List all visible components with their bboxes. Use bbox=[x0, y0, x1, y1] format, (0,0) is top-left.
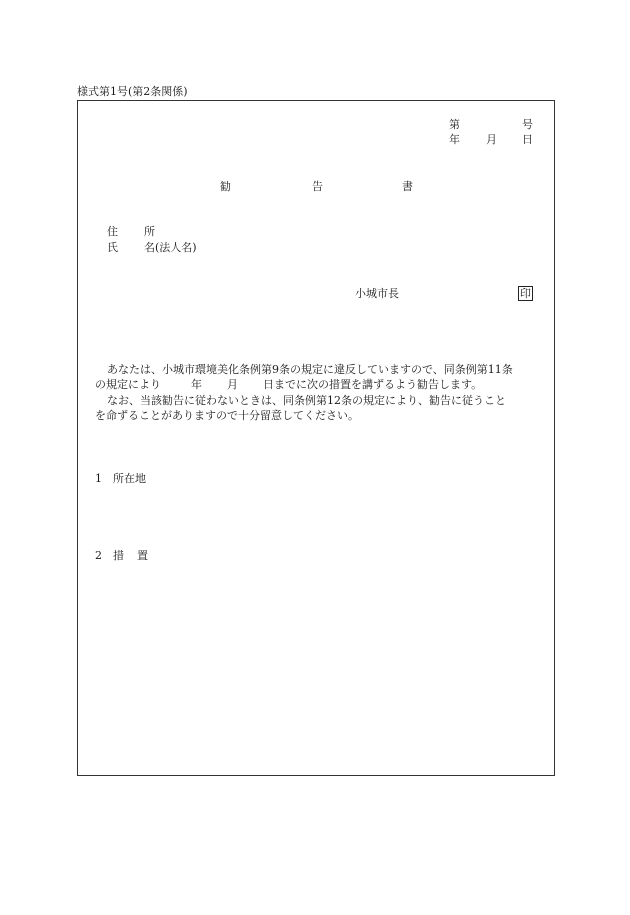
form-label: 様式第1号(第2条関係) bbox=[77, 85, 188, 98]
address-label-1: 住 bbox=[107, 225, 118, 238]
body-line-1: あなたは、小城市環境美化条例第9条の規定に違反していますので、同条例第11条 bbox=[107, 363, 513, 376]
item-1-label: 所在地 bbox=[113, 472, 146, 485]
item-2-number: 2 bbox=[95, 549, 102, 562]
number-prefix: 第 bbox=[449, 118, 460, 131]
name-label-2: 名(法人名) bbox=[144, 241, 197, 254]
item-1-number: 1 bbox=[95, 472, 102, 485]
title-char-1: 勧 bbox=[220, 180, 231, 193]
form-frame bbox=[77, 100, 555, 776]
sender-title: 小城市長 bbox=[355, 287, 399, 300]
body-line-2-year: 年 bbox=[191, 378, 202, 391]
date-day-label: 日 bbox=[522, 133, 533, 146]
body-line-2-month: 月 bbox=[227, 378, 238, 391]
body-line-2b: 日までに次の措置を講ずるよう勧告します。 bbox=[263, 378, 483, 391]
seal-text: 印 bbox=[520, 287, 531, 300]
date-year-label: 年 bbox=[449, 133, 460, 146]
title-char-2: 告 bbox=[312, 180, 323, 193]
number-suffix: 号 bbox=[522, 118, 533, 131]
title-char-3: 書 bbox=[402, 180, 413, 193]
body-line-2a: の規定により bbox=[95, 378, 161, 391]
name-label-1: 氏 bbox=[107, 241, 118, 254]
body-line-3: なお、当該勧告に従わないときは、同条例第12条の規定により、勧告に従うこと bbox=[107, 394, 506, 407]
body-line-4: を命ずることがありますので十分留意してください。 bbox=[95, 409, 359, 422]
address-label-2: 所 bbox=[144, 225, 155, 238]
seal-mark bbox=[518, 286, 533, 301]
date-month-label: 月 bbox=[486, 133, 497, 146]
item-2-label-1: 措 bbox=[113, 549, 124, 562]
item-2-label-2: 置 bbox=[137, 549, 148, 562]
